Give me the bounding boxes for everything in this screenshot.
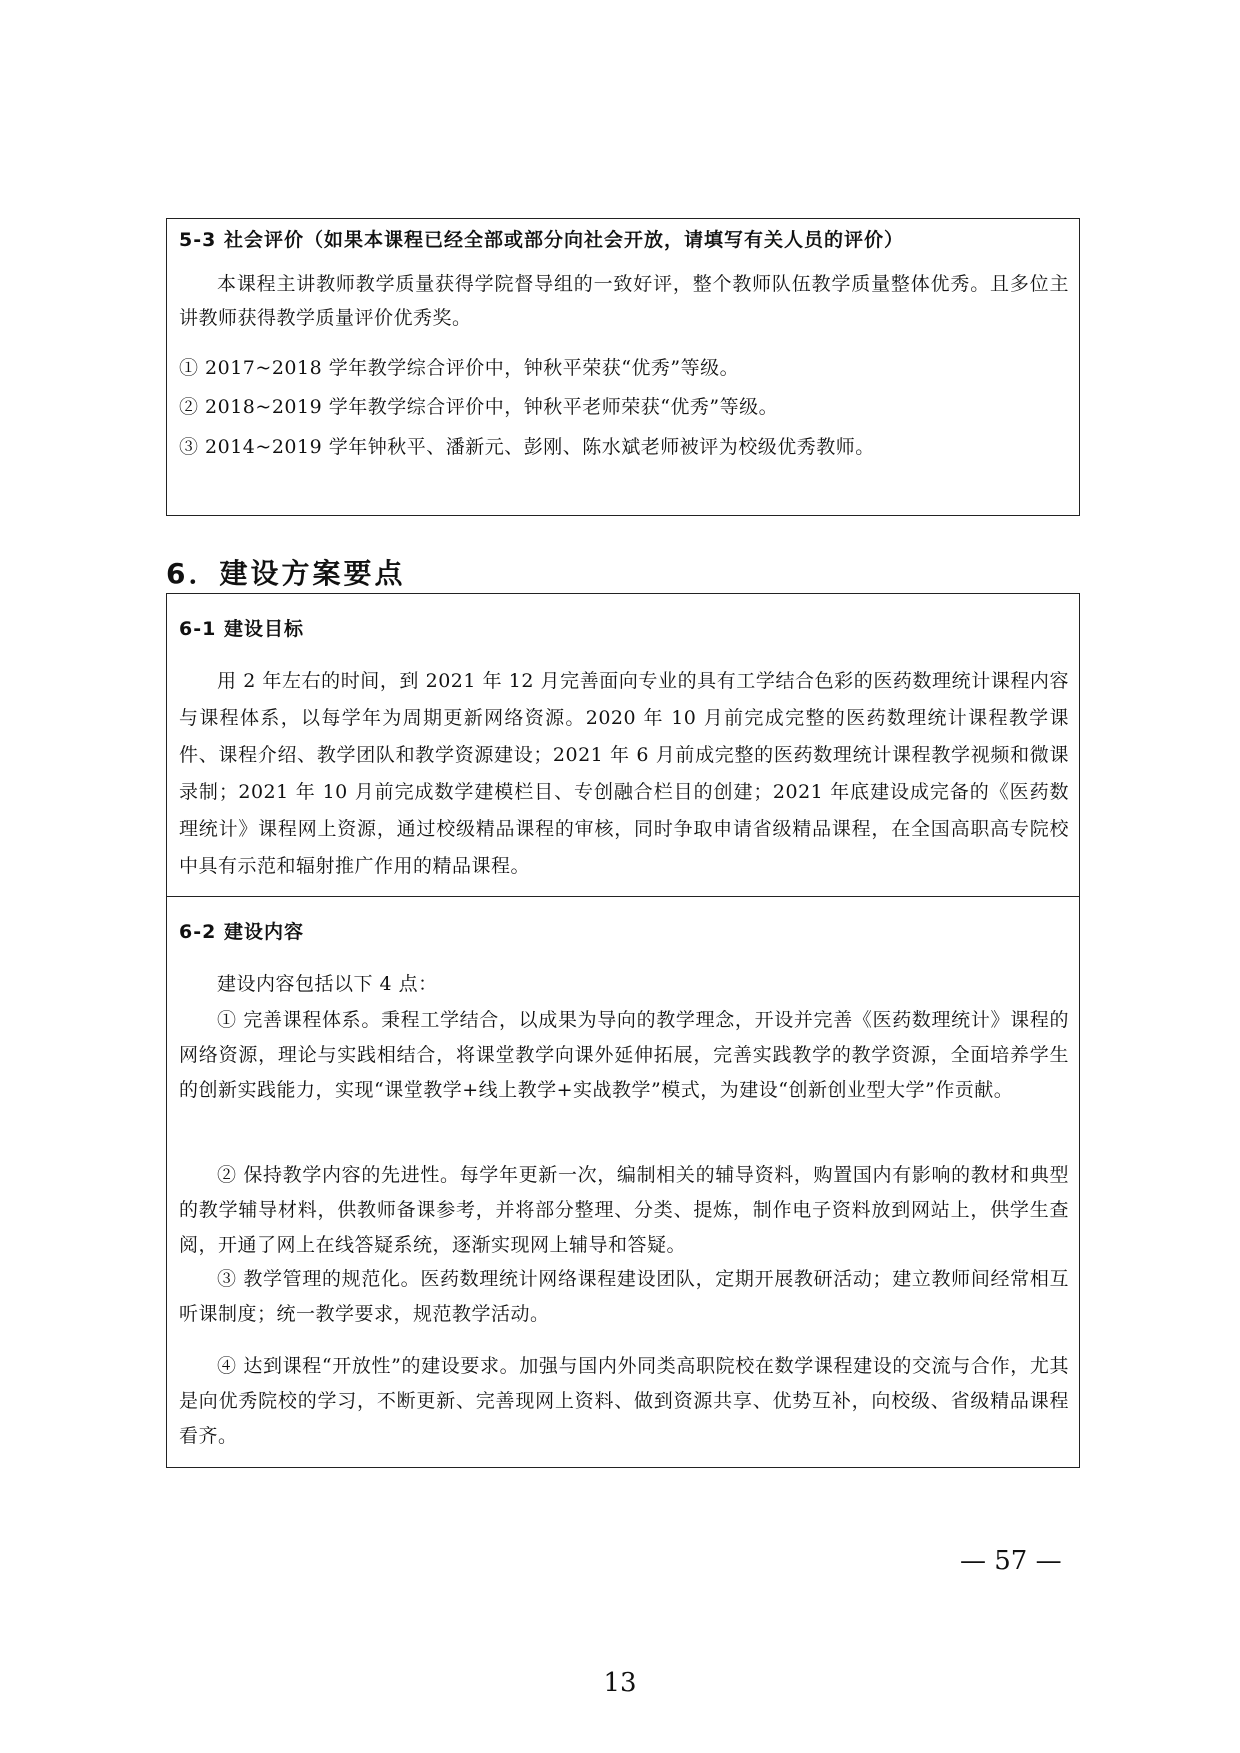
inner-page-number: — 57 — xyxy=(960,1546,1062,1576)
construction-goal-heading: 6-1 建设目标 xyxy=(179,618,304,640)
construction-content-item-2: ② 保持教学内容的先进性。每学年更新一次，编制相关的辅导资料，购置国内有影响的教材和典型的教学辅导材料，供教师备课参考，并将部分整理、分类、提炼，制作电子资料放到网站上，供学生查阅，开通了网上在线答疑系统，逐渐实现网上辅导和答疑。 xyxy=(179,1164,1069,1256)
page-number: 13 xyxy=(603,1668,637,1698)
construction-content-heading: 6-2 建设内容 xyxy=(179,921,304,943)
social-evaluation-heading: 5-3 社会评价（如果本课程已经全部或部分向社会开放，请填写有关人员的评价） xyxy=(179,229,904,251)
social-evaluation-item-3: ③ 2014~2019 学年钟秋平、潘新元、彭刚、陈水斌老师被评为校级优秀教师。 xyxy=(179,436,875,458)
social-evaluation-box xyxy=(166,218,1080,516)
construction-content-item-3: ③ 教学管理的规范化。医药数理统计网络课程建设团队，定期开展教研活动；建立教师间经常相互听课制度；统一教学要求，规范教学活动。 xyxy=(179,1268,1069,1325)
construction-content-item-4: ④ 达到课程“开放性”的建设要求。加强与国内外同类高职院校在数学课程建设的交流与合作，尤其是向优秀院校的学习，不断更新、完善现网上资料、做到资源共享、优势互补，向校级、省级精品课程看齐。 xyxy=(179,1355,1069,1447)
construction-goal-box xyxy=(166,593,1080,897)
construction-goal-paragraph: 用 2 年左右的时间，到 2021 年 12 月完善面向专业的具有工学结合色彩的医药数理统计课程内容与课程体系，以每学年为周期更新网络资源。2020 年 10 月前完成完整的医药数理统计课程教学课件、课程介绍、教学团队和教学资源建设；2021 年 6 月前成完整的医药数理统计课程教学视频和微课录制；2021 年 10 月前完成数学建模栏目、专创融合栏目的创建；2021 年底建设成完备的《医药数理统计》课程网上资源，通过校级精品课程的审核，同时争取申请省级精品课程，在全国高职高专院校中具有示范和辐射推广作用的精品课程。 xyxy=(179,670,1069,877)
social-evaluation-item-2: ② 2018~2019 学年教学综合评价中，钟秋平老师荣获“优秀”等级。 xyxy=(179,396,779,418)
social-evaluation-item-1: ① 2017~2018 学年教学综合评价中，钟秋平荣获“优秀”等级。 xyxy=(179,357,740,379)
construction-content-box xyxy=(166,896,1080,1468)
construction-content-item-1: ① 完善课程体系。秉程工学结合，以成果为导向的教学理念，开设并完善《医药数理统计》课程的网络资源，理论与实践相结合，将课堂教学向课外延伸拓展，完善实践教学的教学资源，全面培养学生的创新实践能力，实现“课堂教学+线上教学+实战教学”模式，为建设“创新创业型大学”作贡献。 xyxy=(179,1009,1069,1101)
construction-content-intro: 建设内容包括以下 4 点： xyxy=(217,973,438,995)
section-6-title: 6．建设方案要点 xyxy=(166,557,406,590)
social-evaluation-paragraph: 本课程主讲教师教学质量获得学院督导组的一致好评，整个教师队伍教学质量整体优秀。且多位主讲教师获得教学质量评价优秀奖。 xyxy=(179,273,1069,329)
